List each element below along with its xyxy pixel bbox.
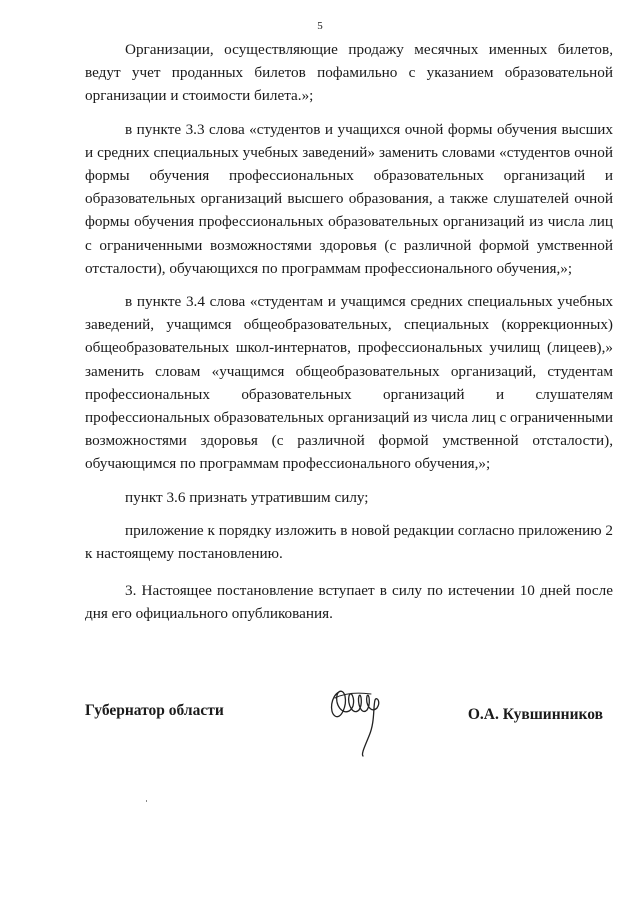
- paragraph-clause-3-6: пункт 3.6 признать утратившим силу;: [125, 488, 369, 506]
- paragraph-clause-3-4: в пункте 3.4 слова «студентам и учащимся средних специальных учебных заведений, учащимся общеобразовательных, специальных (коррекционных) общеобразовательных школ-интернатов, профессиональных училищ (лицеев),» заменить словам «учащимся общеобразовательных организаций, студентам профессиональных образовательных организаций и слушателям профессиональных образовательных организаций из числа лиц с ограниченными возможностями здоровья (с различной формой умственной отсталости), обучающимся по программам профессионального обучения,»;: [85, 293, 613, 473]
- signatory-title: Губернатор области: [85, 702, 224, 719]
- paragraph-effective-date: 3. Настоящее постановление вступает в силу по истечении 10 дней после дня его официального опубликования.: [85, 582, 613, 623]
- paragraph-ticket-accounting: Организации, осуществляющие продажу месячных именных билетов, ведут учет проданных билетов пофамильно с указанием образовательной организации и стоимости билета.»;: [85, 41, 613, 105]
- paragraph-appendix: приложение к порядку изложить в новой редакции согласно приложению 2 к настоящему постановлению.: [85, 521, 613, 563]
- handwritten-signature-icon: [325, 672, 395, 762]
- page-number: 5: [317, 20, 323, 32]
- signatory-name: О.А. Кувшинников: [467, 706, 603, 723]
- scan-artifact: [146, 800, 147, 802]
- document-body: [85, 38, 613, 626]
- paragraph-clause-3-3: в пункте 3.3 слова «студентов и учащихся очной формы обучения высших и средних специальных учебных заведений» заменить словами «студентов очной формы обучения профессиональных образовательных организаций и образовательных организаций высшего образования, а также слушателей очной формы обучения профессиональных образовательных организаций из числа лиц с ограниченными возможностями здоровья (с различной формой умственной отсталости), обучающихся по программам профессионального обучения,»;: [85, 120, 613, 277]
